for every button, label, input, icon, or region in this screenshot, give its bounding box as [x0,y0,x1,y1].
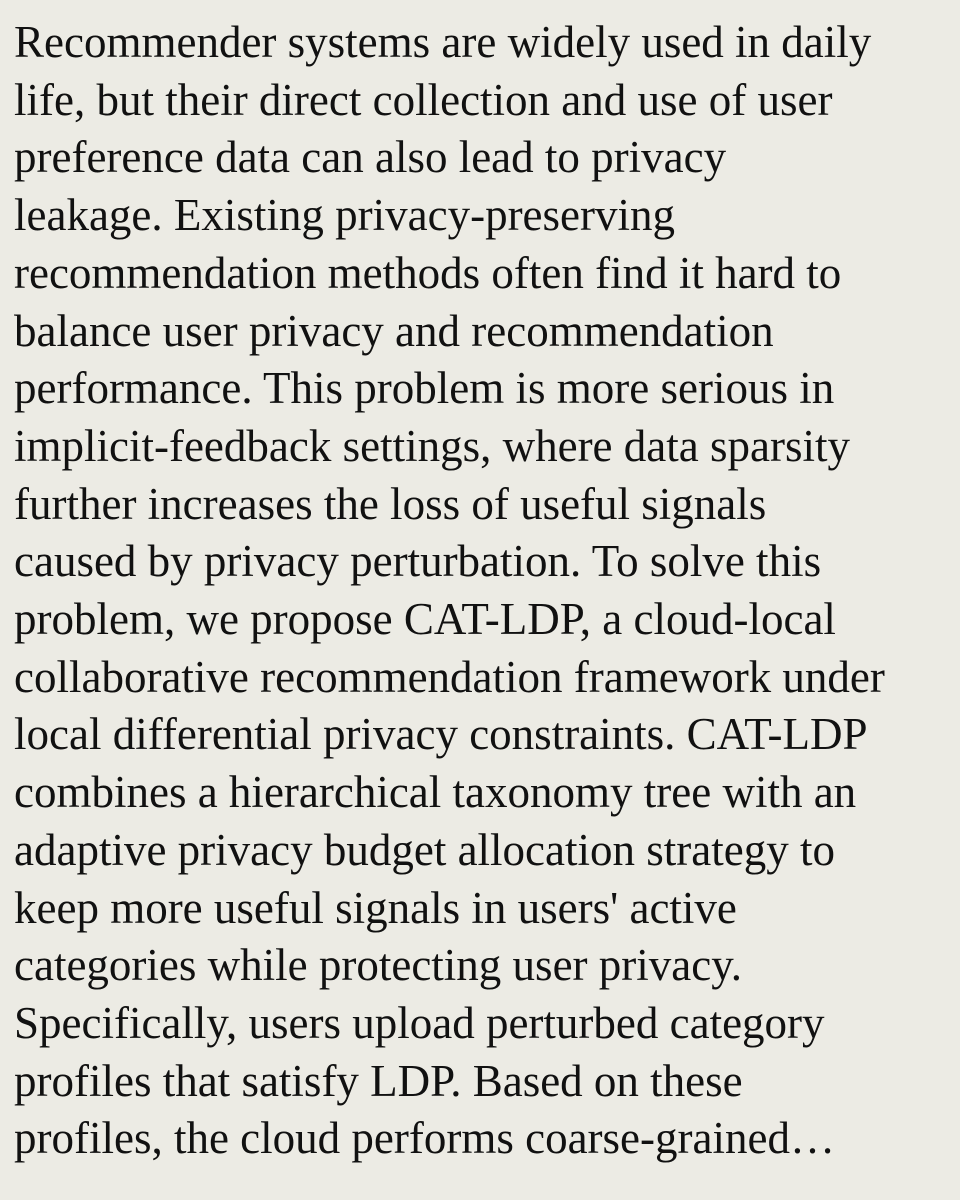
abstract-line: keep more useful signals in users' active [14,882,737,933]
abstract-line: profiles that satisfy LDP. Based on these [14,1055,743,1106]
abstract-line: local differential privacy constraints. CAT-LDP [14,709,868,760]
abstract-line: recommendation methods often find it hard to [14,247,842,298]
abstract-text [14,14,960,1168]
abstract-line: adaptive privacy budget allocation strategy to [14,824,835,875]
abstract-line: implicit-feedback settings, where data sparsity [14,420,850,471]
abstract-line: profiles, the cloud performs coarse-grained… [14,1113,835,1164]
abstract-line: Recommender systems are widely used in daily [14,17,872,67]
abstract-line: combines a hierarchical taxonomy tree with an [14,767,857,818]
abstract-line: performance. This problem is more serious in [14,363,835,414]
abstract-line: problem, we propose CAT-LDP, a cloud-local [14,594,836,645]
abstract-line: further increases the loss of useful signals [14,478,767,529]
abstract-line: caused by privacy perturbation. To solve this [14,536,822,587]
abstract-line: preference data can also lead to privacy [14,132,727,183]
abstract-line: life, but their direct collection and use of user [14,74,833,125]
abstract-line: balance user privacy and recommendation [14,305,774,356]
abstract-line: collaborative recommendation framework under [14,651,885,702]
abstract-line: leakage. Existing privacy-preserving [14,190,676,241]
abstract-line: categories while protecting user privacy. [14,940,743,991]
abstract-line: Specifically, users upload perturbed category [14,997,825,1048]
